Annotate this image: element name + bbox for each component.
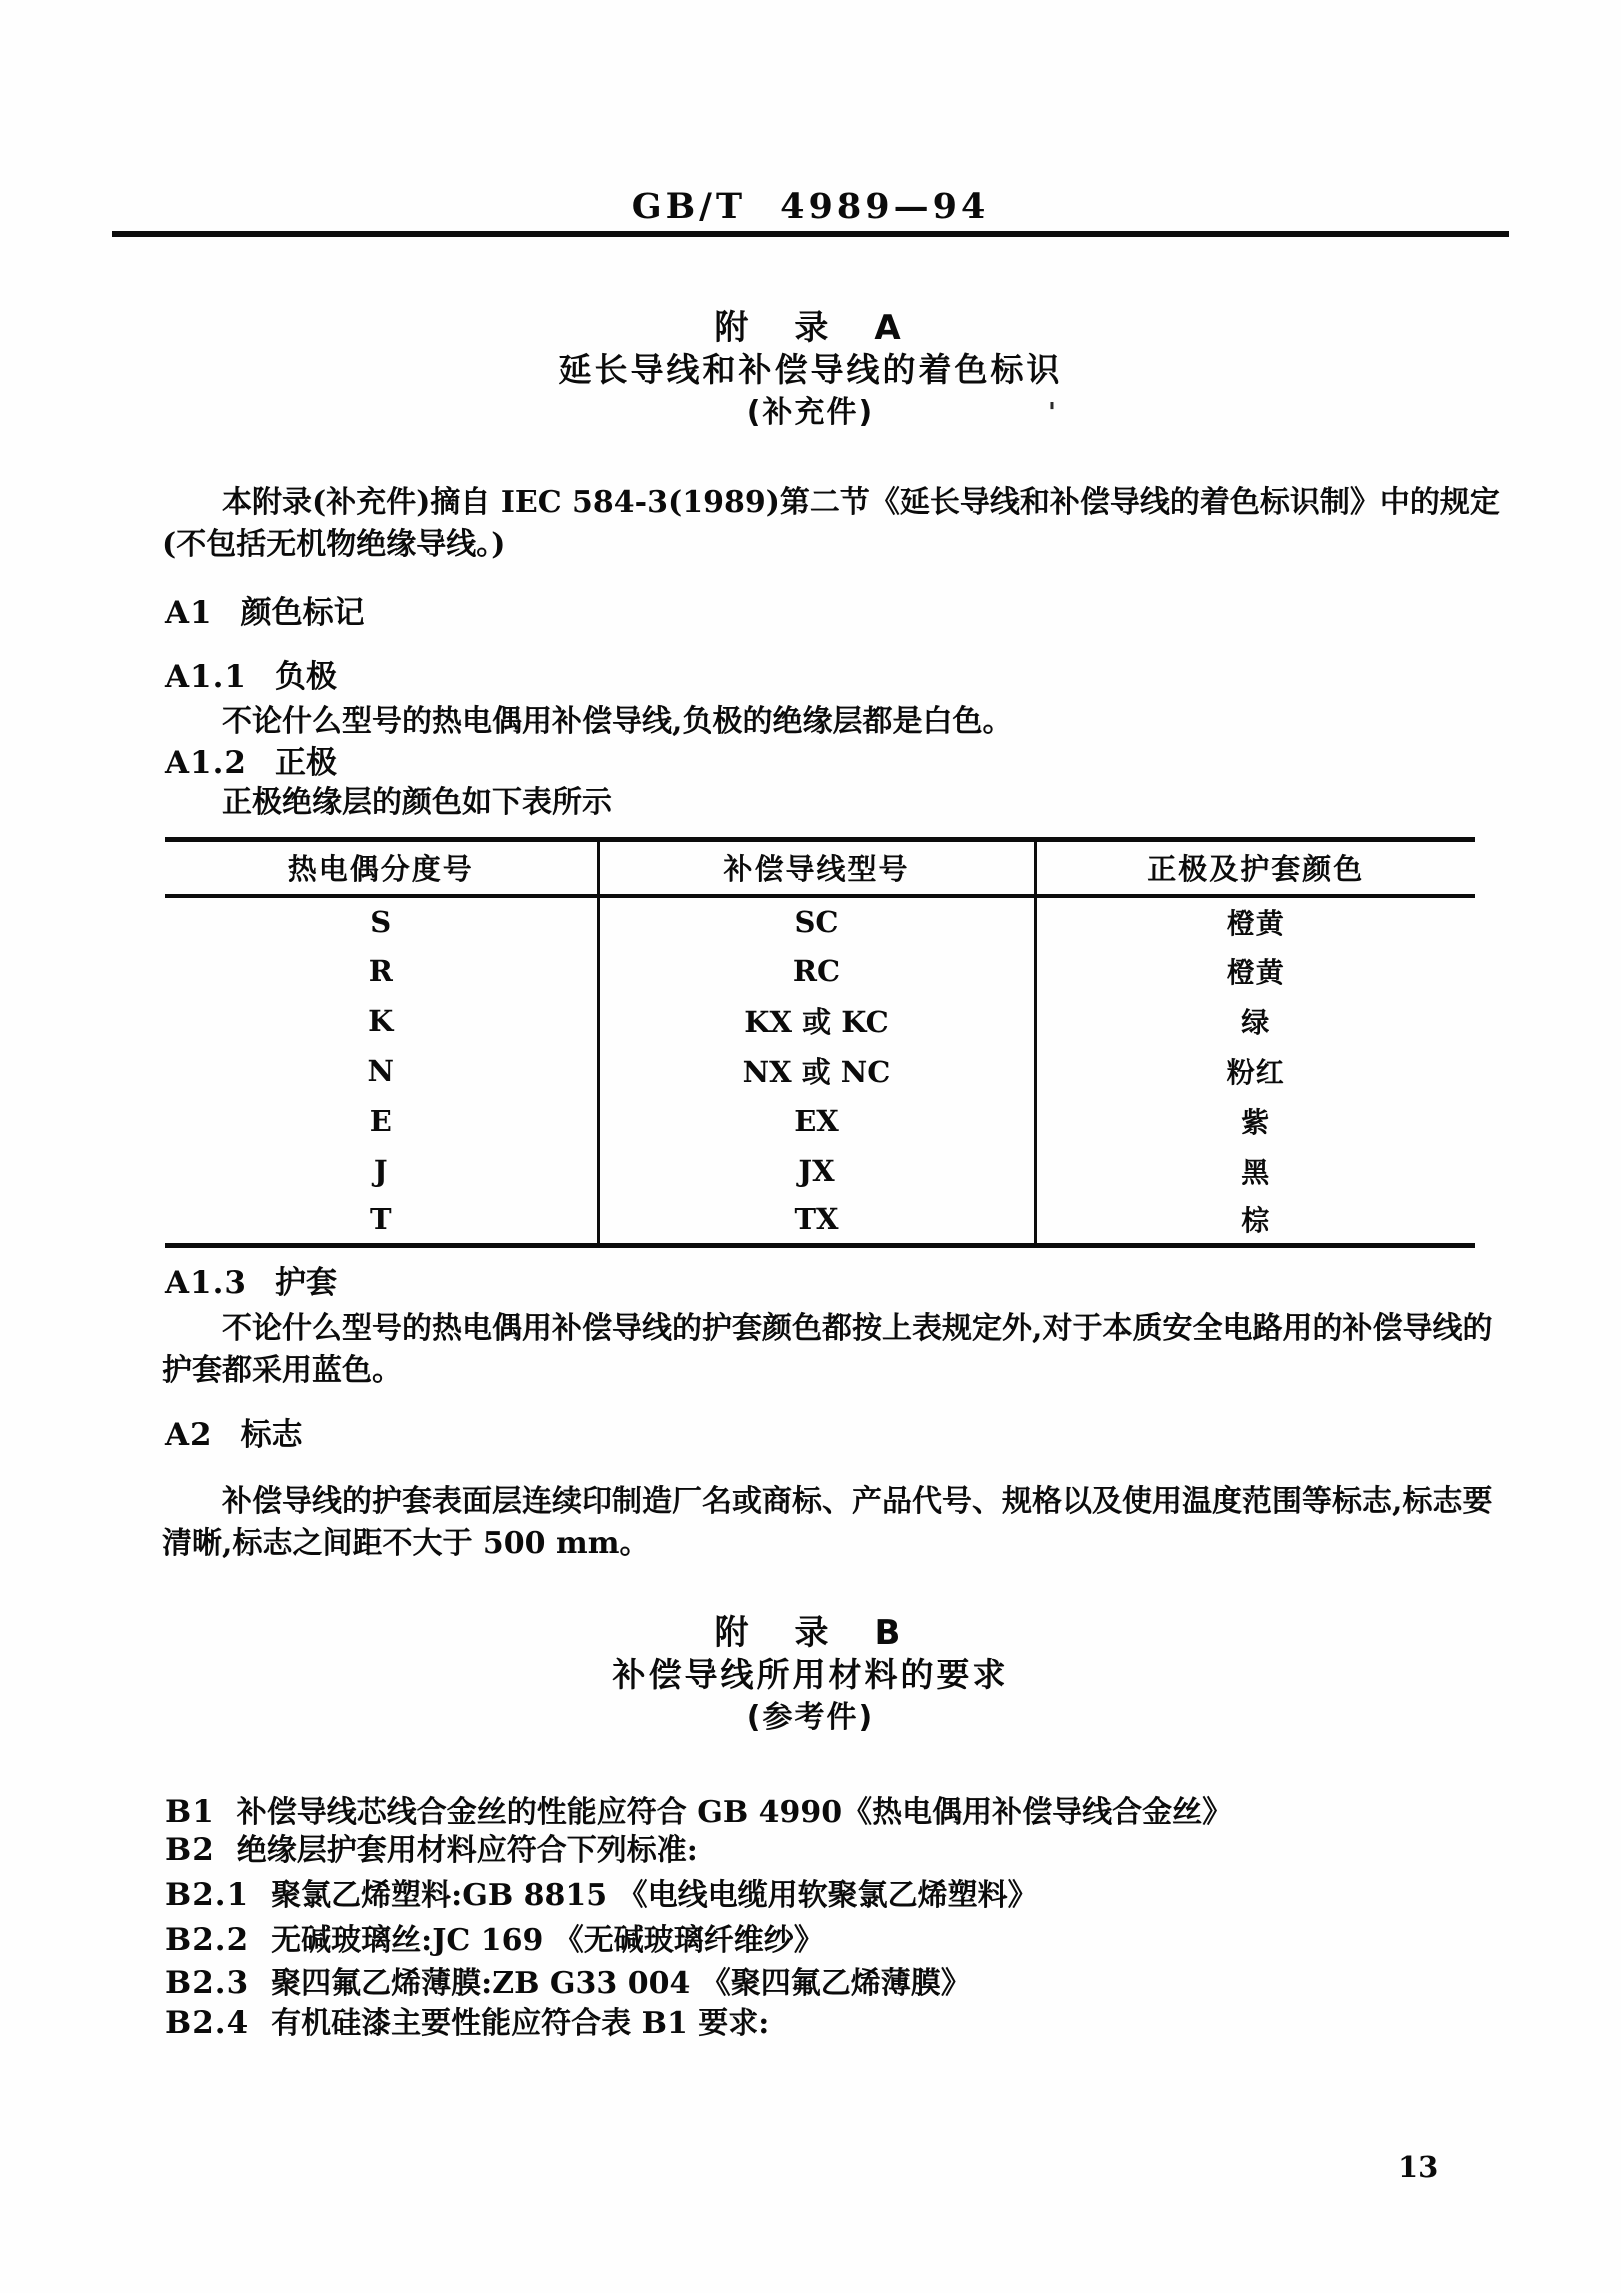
table-cell: RC	[598, 946, 1035, 996]
item-b2-4	[165, 2005, 769, 2046]
table-cell: 橙黄	[1035, 896, 1475, 946]
item-b2-3	[165, 1965, 971, 2006]
table-row	[165, 1146, 1475, 1196]
scan-artifact-mark: '	[1048, 398, 1056, 428]
section-number: A1.2	[165, 745, 247, 781]
section-number: A2	[165, 1417, 213, 1453]
section-title: 颜色标记	[240, 595, 365, 631]
item-text: 聚氯乙烯塑料:GB 8815 《电线电缆用软聚氯乙烯塑料》	[271, 1878, 1038, 1913]
table-cell: 黑	[1035, 1146, 1475, 1196]
table-cell: 棕	[1035, 1196, 1475, 1246]
item-text: 无碱玻璃丝:JC 169 《无碱玻璃纤维纱》	[271, 1923, 824, 1958]
table-cell: R	[368, 953, 393, 988]
column-header-wire-model: 补偿导线型号	[598, 840, 1035, 896]
table-header-row	[165, 840, 1475, 896]
appendix-a-heading: 附 录 A	[714, 308, 907, 348]
appendix-a-note: (补充件)	[746, 395, 875, 430]
section-a1-2-text: 正极绝缘层的颜色如下表所示	[222, 785, 612, 820]
table-cell: 紫	[1035, 1096, 1475, 1146]
section-number: A1.1	[165, 659, 247, 695]
section-a1-3-heading	[165, 1263, 337, 1303]
item-text: 补偿导线芯线合金丝的性能应符合 GB 4990《热电偶用补偿导线合金丝》	[236, 1795, 1233, 1830]
table-row	[165, 996, 1475, 1046]
section-title: 负极	[274, 659, 337, 695]
table-cell: TX	[598, 1196, 1035, 1246]
section-a1-heading	[165, 593, 365, 633]
table-cell: E	[369, 1103, 392, 1138]
item-number: B2.4	[165, 2005, 250, 2041]
item-number: B2.2	[165, 1922, 250, 1958]
item-number: B1	[165, 1794, 215, 1830]
section-number: A1.3	[165, 1265, 247, 1301]
table-cell: T	[369, 1202, 392, 1237]
section-title: 正极	[274, 745, 337, 781]
table-row	[165, 1046, 1475, 1096]
section-a1-3-text: 不论什么型号的热电偶用补偿导线的护套颜色都按上表规定外,对于本质安全电路用的补偿导线的护套都采用蓝色。	[162, 1311, 1493, 1388]
table-cell: 绿	[1035, 996, 1475, 1046]
appendix-a-title: 延长导线和补偿导线的着色标识	[558, 350, 1063, 389]
appendix-b-note: (参考件)	[746, 1700, 875, 1735]
header-rule	[112, 231, 1509, 237]
column-header-sheath-color: 正极及护套颜色	[1035, 840, 1475, 896]
table-cell: EX	[598, 1096, 1035, 1146]
section-a1-2-heading	[165, 743, 337, 783]
appendix-b-title: 补偿导线所用材料的要求	[612, 1655, 1009, 1694]
item-number: B2.1	[165, 1877, 250, 1913]
item-b2-1	[165, 1877, 1038, 1918]
item-number: B2.3	[165, 1965, 250, 2001]
positive-pole-color-table	[165, 837, 1475, 1248]
section-number: A1	[165, 595, 213, 631]
table-cell: J	[373, 1153, 388, 1188]
table-cell: NX 或 NC	[598, 1046, 1035, 1096]
item-text: 聚四氟乙烯薄膜:ZB G33 004 《聚四氟乙烯薄膜》	[271, 1966, 971, 2001]
item-number: B2	[165, 1832, 215, 1868]
table-cell: 橙黄	[1035, 946, 1475, 996]
table-cell: N	[367, 1053, 394, 1088]
table-cell: 粉红	[1035, 1046, 1475, 1096]
table-row	[165, 1196, 1475, 1246]
standard-code-header: GB/T 4989—94	[631, 186, 990, 227]
appendix-b-heading: 附 录 B	[714, 1613, 907, 1653]
section-title: 护套	[274, 1265, 337, 1301]
section-a1-1-text: 不论什么型号的热电偶用补偿导线,负极的绝缘层都是白色。	[222, 704, 1013, 739]
column-header-thermocouple-type: 热电偶分度号	[165, 840, 598, 896]
table-row	[165, 1096, 1475, 1146]
table-cell: S	[370, 904, 392, 939]
section-a1-1-heading	[165, 657, 337, 697]
item-b2	[165, 1832, 698, 1873]
table-row	[165, 896, 1475, 946]
item-text: 有机硅漆主要性能应符合表 B1 要求:	[271, 2006, 770, 2041]
item-b1	[165, 1794, 1232, 1835]
table-cell: JX	[598, 1146, 1035, 1196]
section-a2-text: 补偿导线的护套表面层连续印制造厂名或商标、产品代号、规格以及使用温度范围等标志,标志要清晰,标志之间距不大于 500 mm。	[162, 1484, 1493, 1561]
table-cell: SC	[598, 896, 1035, 946]
item-text: 绝缘层护套用材料应符合下列标准:	[236, 1833, 698, 1868]
table-row	[165, 946, 1475, 996]
table-cell: K	[368, 1003, 394, 1038]
section-title: 标志	[240, 1417, 303, 1453]
page-number: 13	[1398, 2150, 1439, 2184]
section-a2-heading	[165, 1415, 303, 1455]
table-cell: KX 或 KC	[598, 996, 1035, 1046]
item-b2-2	[165, 1922, 824, 1963]
appendix-a-intro-paragraph: 本附录(补充件)摘自 IEC 584-3(1989)第二节《延长导线和补偿导线的着色标识制》中的规定(不包括无机物绝缘导线。)	[162, 485, 1500, 562]
